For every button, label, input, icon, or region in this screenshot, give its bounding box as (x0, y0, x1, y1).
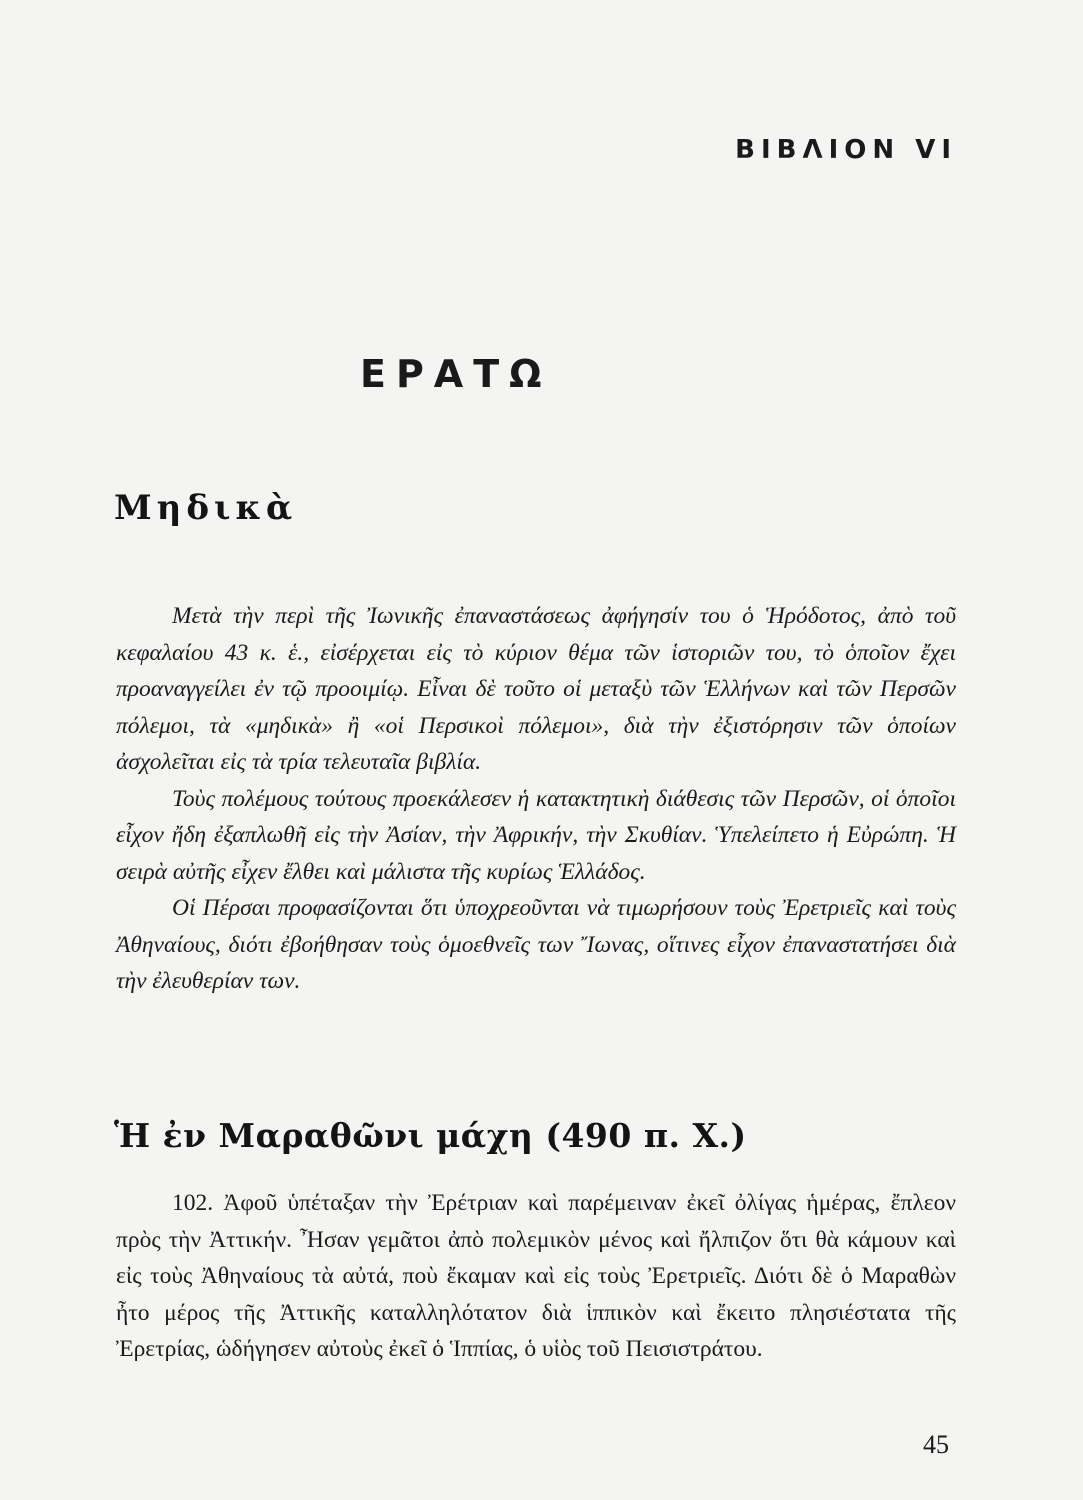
intro-paragraph: Οἱ Πέρσαι προφασίζονται ὅτι ὑποχρεοῦνται νὰ τιμωρήσουν τοὺς Ἐρετριεῖς καὶ τοὺς Ἀθηναίους, διότι ἐβοήθησαν τοὺς ὁμοεθνεῖς των Ἴωνας, οἵτινες εἶχον ἐπαναστατήσει διὰ τὴν ἐλευθερίαν των. (116, 895, 956, 994)
section-heading-medika: Μηδικὰ (114, 488, 298, 528)
intro-paragraph: Τοὺς πολέμους τούτους προεκάλεσεν ἡ κατακτητικὴ διάθεσις τῶν Περσῶν, οἱ ὁποῖοι εἶχον ἤδη ἐξαπλωθῆ εἰς τὴν Ἀσίαν, τὴν Ἀφρικήν, τὴν Σκυθίαν. Ὑπελείπετο ἡ Εὐρώπη. Ἡ σειρὰ αὐτῆς εἶχεν ἔλθει καὶ μάλιστα τῆς κυρίως Ἑλλάδος. (116, 785, 956, 885)
intro-paragraph: Μετὰ τὴν περὶ τῆς Ἰωνικῆς ἐπαναστάσεως ἀφήγησίν του ὁ Ἡρόδοτος, ἀπὸ τοῦ κεφαλαίου 43 κ. ἑ., εἰσέρχεται εἰς τὸ κύριον θέμα τῶν ἱστοριῶν του, τὸ ὁποῖον ἔχει προαναγγείλει ἐν τῷ προοιμίῳ. Εἶναι δὲ τοῦτο οἱ μεταξὺ τῶν Ἑλλήνων καὶ τῶν Περσῶν πόλεμοι, τὰ «μηδικὰ» ἢ «οἱ Περσικοὶ πόλεμοι», διὰ τὴν ἐξιστόρησιν τῶν ὁποίων ἀσχολεῖται εἰς τὰ τρία τελευταῖα βιβλία. (116, 603, 956, 775)
page-number: 45 (923, 1430, 949, 1459)
book-label: ΒΙΒΛΙΟΝ VI (735, 135, 957, 165)
body-text (116, 1185, 956, 1368)
chapter-title: ΕΡΑΤΩ (360, 352, 552, 396)
body-paragraph: 102. Ἀφοῦ ὑπέταξαν τὴν Ἐρέτριαν καὶ παρέμειναν ἐκεῖ ὀλίγας ἡμέρας, ἔπλεον πρὸς τὴν Ἀττικήν. Ἦσαν γεμᾶτοι ἀπὸ πολεμικὸν μένος καὶ ἤλπιζον ὅτι θὰ κάμουν καὶ εἰς τοὺς Ἀθηναίους τὰ αὐτά, ποὺ ἔκαμαν καὶ εἰς τοὺς Ἐρετριεῖς. Διότι δὲ ὁ Μαραθὼν ἦτο μέρος τῆς Ἀττικῆς καταλληλότατον διὰ ἱππικὸν καὶ ἔκειτο πλησιέστατα τῆς Ἐρετρίας, ὡδήγησεν αὐτοὺς ἐκεῖ ὁ Ἱππίας, ὁ υἱὸς τοῦ Πεισιστράτου. (116, 1190, 956, 1362)
section-heading-marathon: Ἡ ἐν Μαραθῶνι μάχη (490 π. Χ.) (114, 1116, 747, 1155)
intro-text (116, 598, 956, 1000)
